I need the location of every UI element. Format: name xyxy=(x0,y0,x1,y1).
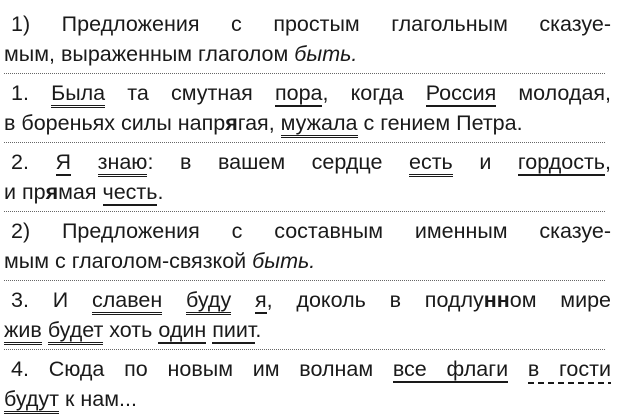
subject-gordost: гордость xyxy=(517,150,605,174)
example2-line1: 2. Я знаю: в вашем сердце есть и гордость, xyxy=(11,147,611,177)
predicate-znayu: знаю xyxy=(98,150,148,177)
example2-line2: и прямая честь. xyxy=(4,180,164,204)
predicate-budu: буду xyxy=(186,288,231,315)
section2-heading-line2: мым с глаголом-связкой быть. xyxy=(4,249,316,273)
predicate-budut: будут xyxy=(4,387,59,414)
predicate-budet: будет xyxy=(48,318,104,345)
predicate-byla: Была xyxy=(51,81,105,108)
example1-line1: 1. Была та смутная пора, когда Россия молодая, xyxy=(11,78,611,108)
subject-piit: пиит xyxy=(212,318,256,342)
dotted-separator xyxy=(4,142,605,143)
example4-line2: будут к нам... xyxy=(4,384,611,414)
subject-vse-flagi: все флаги xyxy=(392,357,509,381)
subject-ya: я xyxy=(255,288,267,312)
example3-line2: жив будет хоть один пиит. xyxy=(4,315,611,345)
subject-rossiya: Россия xyxy=(425,81,497,105)
section1-heading-line2: мым, выраженным глаголом быть. xyxy=(4,42,358,66)
dotted-separator xyxy=(4,349,605,350)
dotted-separator xyxy=(4,211,605,212)
predicate-slaven: славен xyxy=(92,288,162,315)
adverbial-v-gosti: в гости xyxy=(528,357,611,384)
keyword-byt: быть. xyxy=(252,249,316,273)
predicate-zhiv: жив xyxy=(4,318,42,345)
section1-heading-line1: 1) Предложения с простым глагольным сказуе- xyxy=(11,12,611,36)
section2-heading-line1: 2) Предложения с составным именным сказуе- xyxy=(11,219,611,243)
example4-line1: 4. Сюда по новым им волнам все флаги в гости xyxy=(11,354,611,384)
predicate-muzhala: мужала xyxy=(281,111,358,138)
subject-pora: пора xyxy=(274,81,323,105)
subject-odin: один xyxy=(158,318,207,342)
dotted-separator xyxy=(4,280,605,281)
subject-chest: честь xyxy=(102,180,158,204)
dotted-separator xyxy=(4,73,605,74)
example3-line1: 3. И славен буду я, доколь в подлунном мире xyxy=(11,285,611,315)
example1-line2: в бореньях силы напрягая, мужала с гением Петра. xyxy=(4,108,611,138)
keyword-byt: быть. xyxy=(294,42,358,66)
subject-ya: Я xyxy=(55,150,72,174)
predicate-est: есть xyxy=(409,150,453,177)
